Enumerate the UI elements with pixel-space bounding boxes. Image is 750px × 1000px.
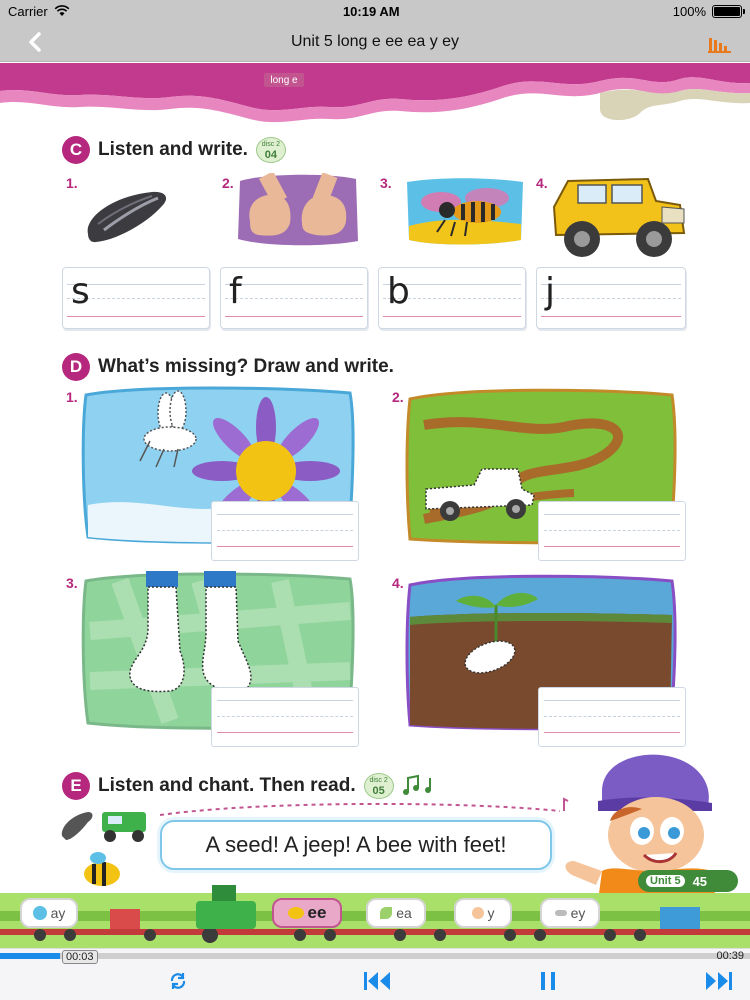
c-item-1-number: 1. [66,175,78,191]
section-d-heading [62,353,394,381]
c-answer-3[interactable] [378,267,526,329]
d-item-2-number: 2. [392,389,404,405]
small-seed-icon [62,812,93,840]
battery-percent: 100% [672,3,706,19]
train-car-ay[interactable]: ay [20,898,78,928]
feet-image[interactable] [236,173,360,247]
back-button[interactable] [22,28,48,56]
bar-chart-icon [708,34,732,54]
c-item-4-number: 4. [536,175,548,191]
owl-icon [33,906,47,920]
disc-track-04[interactable]: disc 2 04 [256,137,286,163]
clock-label: 10:19 AM [342,3,400,19]
bee-image[interactable] [405,176,525,246]
d1-answer-box[interactable] [211,501,359,561]
section-e-heading [62,772,442,800]
seed-image[interactable] [82,188,172,248]
page-banner [0,63,750,143]
status-left [8,4,70,19]
repeat-icon [168,971,188,991]
c-item-2-number: 2. [222,175,234,191]
wifi-icon [54,5,70,17]
music-notes-icon [402,774,442,798]
progress-fill [0,953,60,959]
c-answer-1-letter: s [71,271,90,312]
d-item-3-number: 3. [66,575,78,591]
train-car-y[interactable]: y [454,898,512,928]
workbook-page [0,63,750,948]
skip-back-icon [362,970,392,992]
jeep-image[interactable] [548,171,688,261]
d3-answer-box[interactable] [211,687,359,747]
c-answer-2-letter: f [229,271,242,312]
page-number: 45 [692,873,708,889]
status-bar [0,0,750,22]
page-title: Unit 5 long e ee ea y ey [290,32,460,50]
long-e-tag: long e [264,73,304,87]
pause-button[interactable] [536,969,560,993]
bee-icon [288,907,304,919]
current-time: 00:03 [62,950,98,964]
audio-player [0,948,750,1000]
small-jeep-icon [102,812,146,842]
nav-bar [0,22,750,62]
section-c-heading [62,136,286,164]
baby-icon [472,907,484,919]
section-e-title: Listen and chant. Then read. [98,775,356,796]
c-answer-2[interactable] [220,267,368,329]
total-time: 00:39 [716,950,744,962]
d-item-4-number: 4. [392,575,404,591]
dotted-chant-line [160,797,572,821]
section-d-badge: D [62,353,90,381]
leaf-icon [380,907,392,919]
unit-label: Unit 5 [646,875,685,887]
c-item-3-number: 3. [380,175,392,191]
unit-page-tag [638,870,738,892]
skip-forward-icon [704,970,734,992]
progress-track[interactable] [0,953,750,959]
section-e-badge: E [62,772,90,800]
repeat-button[interactable] [166,969,190,993]
c-answer-1[interactable] [62,267,210,329]
key-icon [555,910,567,916]
pause-icon [539,970,557,992]
carrier-label: Carrier [8,3,48,19]
level-bars-button[interactable] [708,34,732,54]
previous-button[interactable] [362,969,392,993]
chevron-left-icon [28,32,42,52]
chant-bubble[interactable] [160,820,552,870]
c-answer-4-letter: j [545,271,556,312]
d-item-1-number: 1. [66,389,78,405]
status-right [673,4,742,19]
d2-answer-box[interactable] [538,501,686,561]
section-c-title: Listen and write. [98,139,248,160]
disc-track-05[interactable]: disc 2 05 [364,773,394,799]
train-car-ee[interactable]: ee [272,898,342,928]
c-answer-4[interactable] [536,267,686,329]
section-c-badge: C [62,136,90,164]
train-car-ea[interactable]: ea [366,898,426,928]
section-d-title: What’s missing? Draw and write. [98,356,394,377]
next-button[interactable] [704,969,734,993]
c-answer-3-letter: b [387,271,410,312]
train-car-ey[interactable]: ey [540,898,600,928]
battery-icon [712,5,742,18]
chant-text: A seed! A jeep! A bee with feet! [205,832,507,857]
d4-answer-box[interactable] [538,687,686,747]
